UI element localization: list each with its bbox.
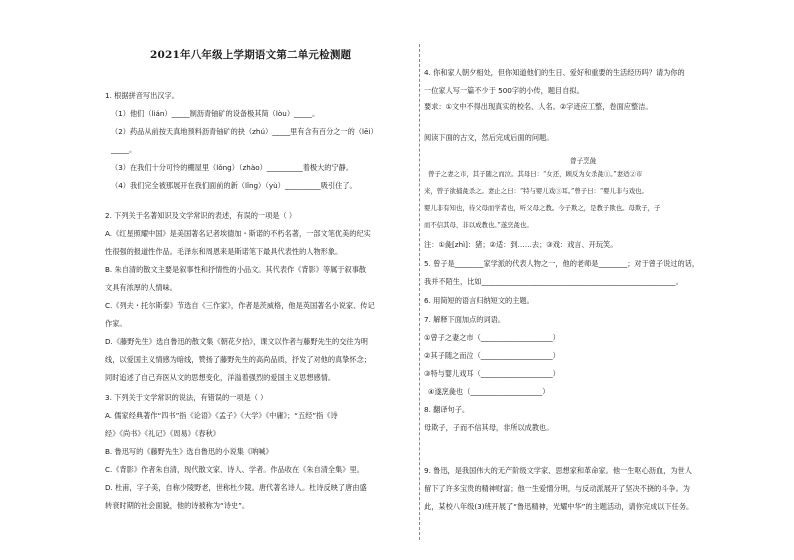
question-4-line: 4. 你和家人朝夕相处，但你知道他们的生日、爱好和重要的生活经历吗？请为你的 bbox=[424, 68, 685, 77]
question-6-stem: 6. 用简短的语言归纳短文的主题。 bbox=[424, 296, 534, 305]
question-1-stem: 1. 根据拼音写出汉字。 bbox=[105, 91, 179, 100]
classic-text-line: 来，曾子欲捕彘杀之。妻止之曰：“特与婴儿戏③耳。”曾子曰：“婴儿非与戏也。 bbox=[424, 187, 648, 195]
question-1-item-2: （2）药品从前按天真地预料沥青铀矿的抉（zhú）_____里有含有百分之一的（lēi） bbox=[111, 127, 378, 136]
question-3-line: C.《背影》作者朱自清，现代散文家、诗人、学者。作品收在《朱自清全集》里。 bbox=[105, 465, 364, 474]
question-2-line: C.《列夫・托尔斯泰》节选自《三作家》，作者是茨威格，他是英国著名小说家、传记 bbox=[105, 301, 375, 310]
classic-text-line: 而不信其母，非以成教也。”遂烹彘也。 bbox=[424, 221, 533, 229]
question-7-item: ①曾子之妻之市（____________________） bbox=[424, 333, 560, 342]
question-2-line: 同时追述了自己弃医从文的思想变化，洋溢着强烈的爱国主义思想感情。 bbox=[105, 373, 336, 382]
classic-text-line: 曾子之妻之市，其子随之而泣。其母曰：“女还，顾反为女杀彘①。”妻适②市 bbox=[428, 170, 643, 178]
exam-title: 2021年八年级上学期语文第二单元检测题 bbox=[150, 49, 352, 61]
question-2-stem: 2. 下列关于名著知识及文学常识的表述，有误的一项是（ ） bbox=[105, 211, 297, 220]
question-8-stem: 8. 翻译句子。 bbox=[424, 405, 470, 414]
question-7-item: ②其子随之而泣（____________________） bbox=[424, 351, 560, 360]
question-4-line: 一位家人写一篇不少于 500字的小传，题目自拟。 bbox=[424, 86, 584, 95]
question-9-line: 此，某校八年级(3)班开展了“鲁迅精神，光耀中华”的主题活动，请你完成以下任务。 bbox=[424, 502, 694, 511]
question-7-item: ④遂烹彘也（____________________） bbox=[428, 387, 550, 396]
question-7-item: ③特与婴儿戏耳（____________________） bbox=[424, 369, 560, 378]
question-1-item-4: （4）我们完全被那展开在我们面前的新（lǐng）（yù）__________吸引住了。 bbox=[111, 181, 357, 190]
question-3-line: D. 杜甫，字子美，自称少陵野老，世称杜少陵。唐代著名诗人。杜诗反映了唐由盛 bbox=[105, 483, 367, 492]
reading-intro: 阅读下面的古文，然后完成后面的问题。 bbox=[424, 133, 554, 142]
question-1-item-3: （3）在我们十分可怜的棚屋里（lǒng）（zhào）__________着极大的宁静。 bbox=[111, 163, 354, 172]
question-1-item-2-cont: _____。 bbox=[111, 145, 137, 154]
classic-text-line: 婴儿非有知也，待父母而学者也，听父母之教。今子欺之，是教子欺也。母欺子，子 bbox=[424, 204, 661, 212]
reading-note: 注：①彘[zhì]：猪；②适：到……去；③戏：戏言、开玩笑。 bbox=[424, 240, 618, 249]
question-3-line: 转衰时期的社会面貌，他的诗被称为“诗史”。 bbox=[105, 501, 250, 510]
question-9-line: 留下了许多宝贵的精神财富；他一生爱憎分明，与反动派展开了坚决不挠的斗争。为 bbox=[424, 484, 690, 493]
question-2-line: D.《藤野先生》选自鲁迅的散文集《朝花夕拾》，课文以作者与藤野先生的交往为明 bbox=[105, 337, 368, 346]
question-1-item-1: （1）他们（lián）_____制沥青铀矿的设备极其简（lòu）_____。 bbox=[111, 109, 320, 118]
classic-title: 曾子烹彘 bbox=[570, 157, 597, 165]
question-2-line: 性很强的报道性作品。毛泽东和周恩来是斯诺笔下最具代表性的人物形象。 bbox=[105, 247, 343, 256]
column-divider bbox=[419, 44, 420, 540]
question-5-line: 我并不陌生，比如______________________________________________________。 bbox=[424, 277, 683, 286]
question-2-line: 作家。 bbox=[105, 319, 127, 328]
question-5-line: 5. 曾子是________家学派的代表人物之一，他的老师是________；对于曾子说过的话， bbox=[424, 259, 700, 268]
question-4-requirements: 要求：①文中不得出现真实的校名、人名。②字迹应工整，卷面应整洁。 bbox=[424, 102, 653, 111]
question-3-stem: 3. 下列关于文学常识的说法，有错误的一项是（ ） bbox=[105, 393, 268, 402]
question-2-line: A.《红星照耀中国》是美国著名记者埃德加・斯诺的不朽名著，一部文笔优美的纪实 bbox=[105, 229, 371, 238]
question-2-line: B. 朱自清的散文主要是叙事性和抒情性的小品文。其代表作《背影》等属于叙事散 bbox=[105, 265, 367, 274]
question-7-stem: 7. 解释下面加点的词语。 bbox=[424, 315, 506, 324]
question-8-sentence: 母欺子，子而不信其母，非所以成教也。 bbox=[424, 423, 554, 432]
question-3-line: B. 鲁迅写的《藤野先生》选自鲁迅的小说集《呐喊》 bbox=[105, 447, 273, 456]
question-2-line: 线，以爱国主义情感为暗线，赞扬了藤野先生的高尚品质，抒发了对他的真挚怀念； bbox=[105, 355, 371, 364]
question-9-line: 9. 鲁迅，是我国伟大的无产阶级文学家、思想家和革命家。他一生呕心沥血，为世人 bbox=[424, 466, 692, 475]
question-3-line: 经》《尚书》《礼记》《周易》《春秋》 bbox=[105, 429, 220, 438]
question-3-line: A. 儒家经典著作“四书”指《论语》《孟子》《大学》《中庸》；“五经”指《诗 bbox=[105, 411, 338, 420]
question-2-line: 文具有浓厚的人情味。 bbox=[105, 283, 177, 292]
